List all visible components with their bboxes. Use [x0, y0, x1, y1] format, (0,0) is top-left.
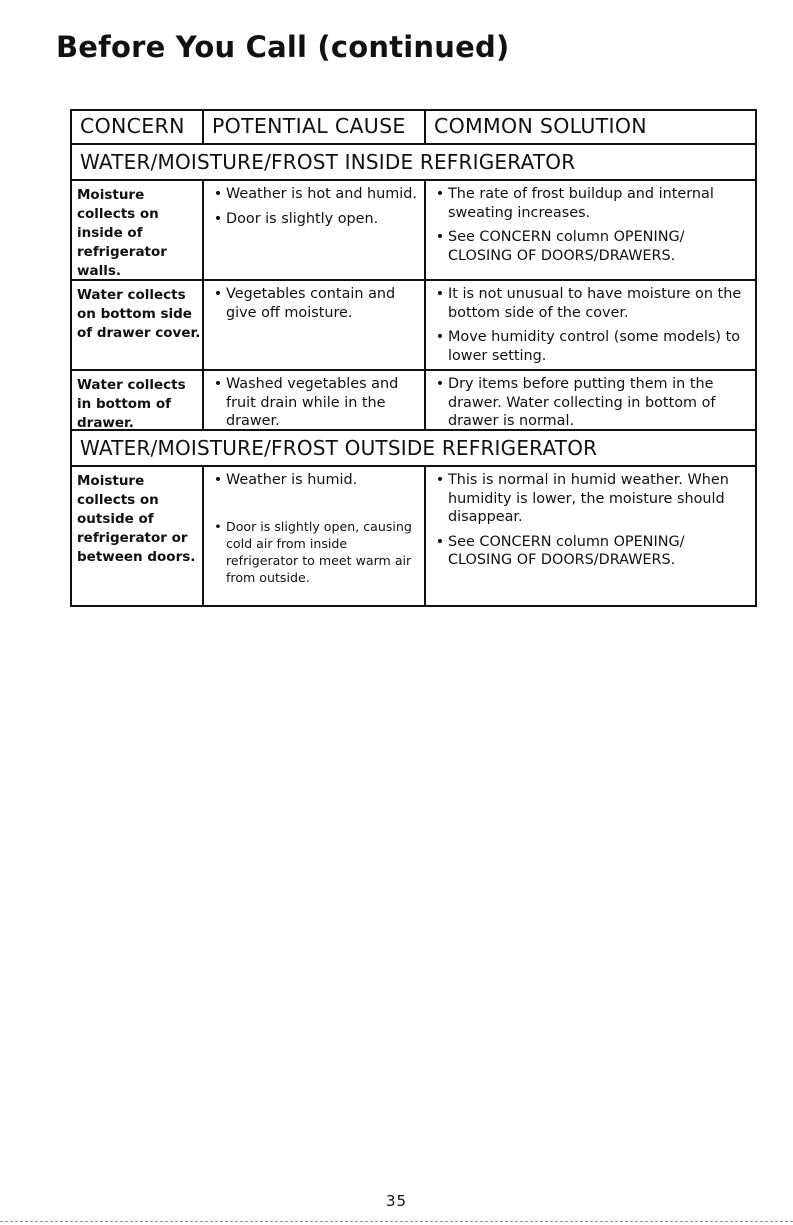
solutions-cell — [426, 281, 755, 369]
page-title: Before You Call (continued) — [56, 30, 510, 64]
header-concern: CONCERN — [72, 111, 204, 143]
cause-item: • Door is slightly open, causing cold air from inside refrigerator to meet warm air from outside. — [210, 518, 420, 586]
bullet-icon: • — [213, 186, 223, 202]
concern-cell: Water collects on bottom side of drawer cover. — [72, 281, 204, 369]
cause-item: • Door is slightly open. — [210, 210, 420, 229]
causes-cell — [204, 371, 426, 429]
cause-item: • Vegetables contain and give off moisture. — [210, 285, 420, 322]
troubleshooting-table — [70, 109, 757, 607]
section-title: WATER/MOISTURE/FROST OUTSIDE REFRIGERATOR — [80, 436, 598, 460]
table-row — [72, 279, 755, 369]
causes-cell — [204, 467, 426, 605]
concern-cell: Water collects in bottom of drawer. — [72, 371, 204, 429]
bullet-icon: • — [213, 210, 223, 227]
concern-cell: Moisture collects on outside of refrigerator or between doors. — [72, 467, 204, 605]
solutions-cell — [426, 467, 755, 605]
solution-item: • The rate of frost buildup and internal sweating increases. — [432, 185, 751, 222]
solution-item: • See CONCERN column OPENING/ CLOSING OF DOORS/DRAWERS. — [432, 228, 751, 265]
section-header-outside — [72, 429, 755, 465]
solution-item: • Move humidity control (some models) to lower setting. — [432, 328, 751, 365]
page-bottom-rule — [0, 1221, 793, 1223]
bullet-icon: • — [214, 518, 222, 534]
cause-item: • Weather is humid. — [210, 471, 420, 490]
solutions-cell — [426, 181, 755, 279]
bullet-icon: • — [213, 376, 223, 392]
bullet-icon: • — [435, 329, 445, 345]
solution-item: • Dry items before putting them in the drawer. Water collecting in bottom of drawer is normal. — [432, 375, 751, 429]
header-potential-cause: POTENTIAL CAUSE — [204, 111, 426, 143]
section-title: WATER/MOISTURE/FROST INSIDE REFRIGERATOR — [80, 150, 576, 174]
causes-cell — [204, 281, 426, 369]
solution-item: • See CONCERN column OPENING/ CLOSING OF DOORS/DRAWERS. — [432, 533, 751, 570]
table-row — [72, 465, 755, 605]
cause-item: • Weather is hot and humid. — [210, 185, 420, 204]
page-number: 35 — [385, 1192, 408, 1210]
bullet-icon: • — [213, 472, 223, 488]
solution-item: • This is normal in humid weather. When humidity is lower, the moisture should disappear. — [432, 471, 751, 527]
bullet-icon: • — [435, 533, 445, 550]
table-row — [72, 179, 755, 279]
bullet-icon: • — [435, 229, 445, 245]
bullet-icon: • — [435, 286, 445, 302]
solutions-cell — [426, 371, 755, 429]
bullet-icon: • — [435, 472, 445, 488]
concern-cell: Moisture collects on inside of refrigerator walls. — [72, 181, 204, 279]
table-header-row — [72, 111, 755, 143]
header-common-solution: COMMON SOLUTION — [434, 114, 647, 138]
bullet-icon: • — [213, 286, 223, 302]
table-row — [72, 369, 755, 429]
solution-item: • It is not unusual to have moisture on the bottom side of the cover. — [432, 285, 751, 322]
bullet-icon: • — [435, 186, 445, 202]
causes-cell — [204, 181, 426, 279]
section-header-inside — [72, 143, 755, 179]
bullet-icon: • — [435, 376, 445, 392]
cause-item: • Washed vegetables and fruit drain while in the drawer. — [210, 375, 420, 429]
